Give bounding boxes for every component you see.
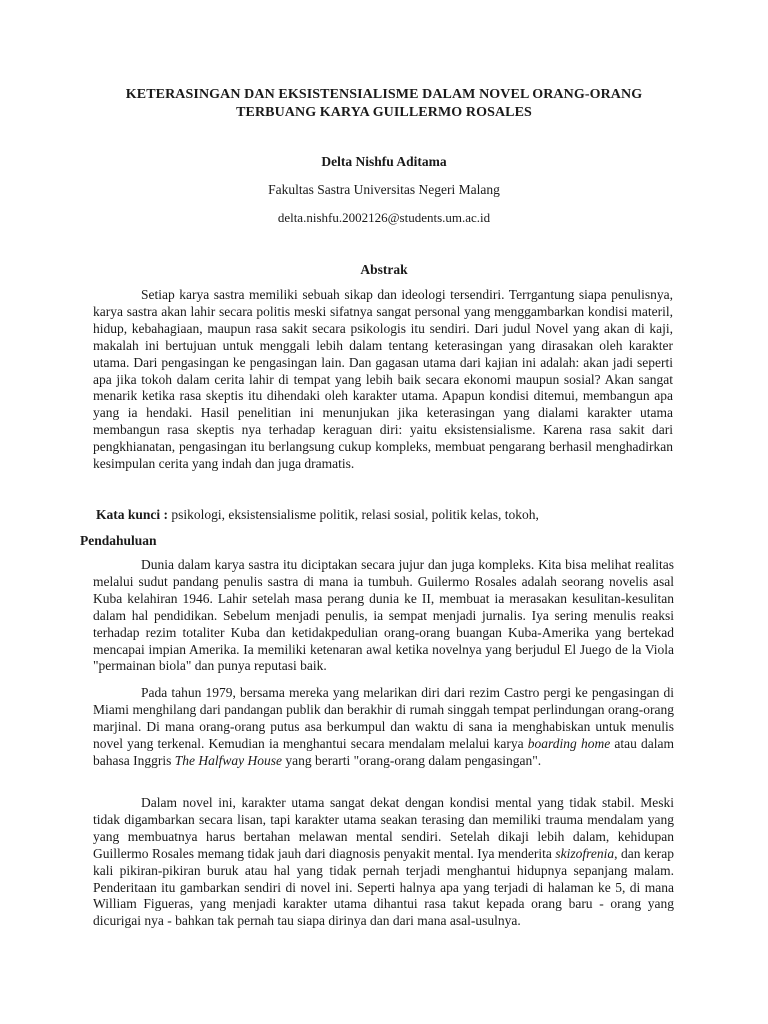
paragraph-1: Dunia dalam karya sastra itu diciptakan secara jujur dan juga kompleks. Kita bisa melihat realitas melalui sudut pandang penulis sastra di mana ia tumbuh. Guilermo Rosales adalah seorang novelis asal Kuba kelahiran 1946. Lahir setelah masa perang dunia ke II, membuat ia merasakan kesulitan-kesulitan dalam hal pendidikan. Sebelum menjadi penulis, ia sempat menjadi jurnalis. Iya sering menulis reaksi terhadap rezim totaliter Kuba dan ketidakpedulian orang-orang buangan Kuba-Amerika yang bertekad mencapai impian Amerika. Ia memiliki ketenaran awal ketika novelnya yang berjudul El Juego de la Viola "permainan biola" dan punya reputasi baik. (93, 557, 674, 674)
paragraph-2 (93, 685, 674, 770)
keywords-label: Kata kunci : (96, 507, 169, 522)
paragraph-3-italic-1: skizofrenia (555, 845, 615, 861)
author-email: delta.nishfu.2002126@students.um.ac.id (277, 210, 491, 225)
paragraph-2-part-c: yang berarti "orang-orang dalam pengasingan". (281, 752, 542, 768)
abstract-text: Setiap karya sastra memiliki sebuah sikap dan ideologi tersendiri. Terrgantung siapa penulisnya, karya sastra akan lahir secara politis meski sifatnya sangat personal yang menggambarkan kondisi materil, hidup, kebahagiaan, maupun rasa sakit secara psikologis itu sendiri. Dari judul Novel yang akan di kaji, makalah ini bertujuan untuk menggali lebih dalam tentang keterasingan yang dirasakan oleh karakter utama. Dari pengasingan ke pengasingan lain. Dan gagasan utama dari kajian ini adalah: akan jadi seperti apa jika tokoh dalam cerita lahir di tempat yang lebih baik secara ekonomi maupun sosial? Akan sangat menarik ketika rasa skeptis itu dihendaki oleh karakter utama. Apapun kondisi ditemui, membangun apa yang ia hendaki. Hasil penelitian ini menunjukan jika keterasingan yang dialami karakter utama membangun rasa skeptis nya terhadap keraguan diri: yaitu eksistensialisme. Karena rasa sakit dari pengkhianatan, pengasingan itu berlangsung cukup kompleks, membuat pengarang berhasil menghadirkan kesimpulan cerita yang indah dan juga dramatis. (93, 287, 673, 472)
paragraph-3-part-b: , dan kerap kali pikiran-pikiran buruk atau hal yang tidak pernah terjadi menghantui hidupnya sepanjang malam. Penderitaan itu gambarkan sendiri di novel ini. Seperti halnya apa yang terjadi di halaman ke 5, di mana William Figueras, yang menjadi karakter utama dihantui rasa takut kepada orang baru - orang yang dicurigai nya - bahkan tak pernah tau siapa dirinya dan dari mana asal-usulnya. (93, 845, 674, 929)
title-line-2: TERBUANG KARYA GUILLERMO ROSALES (236, 105, 532, 120)
paragraph-2-italic-2: The Halfway House (174, 752, 282, 768)
paragraph-2-italic-1: boarding home (527, 735, 611, 751)
paragraph-2-part-b: atau dalam bahasa Inggris (93, 735, 674, 768)
section-heading-introduction: Pendahuluan (80, 533, 157, 548)
title-line-1: KETERASINGAN DAN EKSISTENSIALISME DALAM NOVEL ORANG-ORANG (125, 87, 643, 102)
paragraph-3-part-a: Dalam novel ini, karakter utama sangat dekat dengan kondisi mental yang tidak stabil. Meski tidak digambarkan secara lisan, tapi karakter utama seakan terasing dan memiliki trauma mendalam yang yang membuatnya harus bertahan melawan mental sendiri. Setelah dikaji lebih dalam, kehidupan Guillermo Rosales memang tidak jauh dari diagnosis penyakit mental. Iya menderita (93, 795, 674, 861)
keywords (96, 506, 676, 524)
keywords-text: psikologi, eksistensialisme politik, relasi sosial, politik kelas, tokoh, (168, 507, 539, 522)
paragraph-3 (93, 795, 674, 930)
paper-title (80, 86, 688, 122)
author-affiliation: Fakultas Sastra Universitas Negeri Malang (268, 182, 500, 197)
abstract-heading: Abstrak (360, 262, 408, 277)
paragraph-2-part-a: Pada tahun 1979, bersama mereka yang melarikan diri dari rezim Castro pergi ke pengasingan di Miami menghilang dari pandangan publik dan berakhir di rumah singgah tempat perlindungan orang-orang marjinal. Di mana orang-orang putus asa berkumpul dan waktu di sana ia menghabiskan untuk menulis novel yang terkenal. Kemudian ia menghantui secara mendalam melalui karya (93, 685, 674, 751)
author-name: Delta Nishfu Aditama (321, 154, 447, 169)
